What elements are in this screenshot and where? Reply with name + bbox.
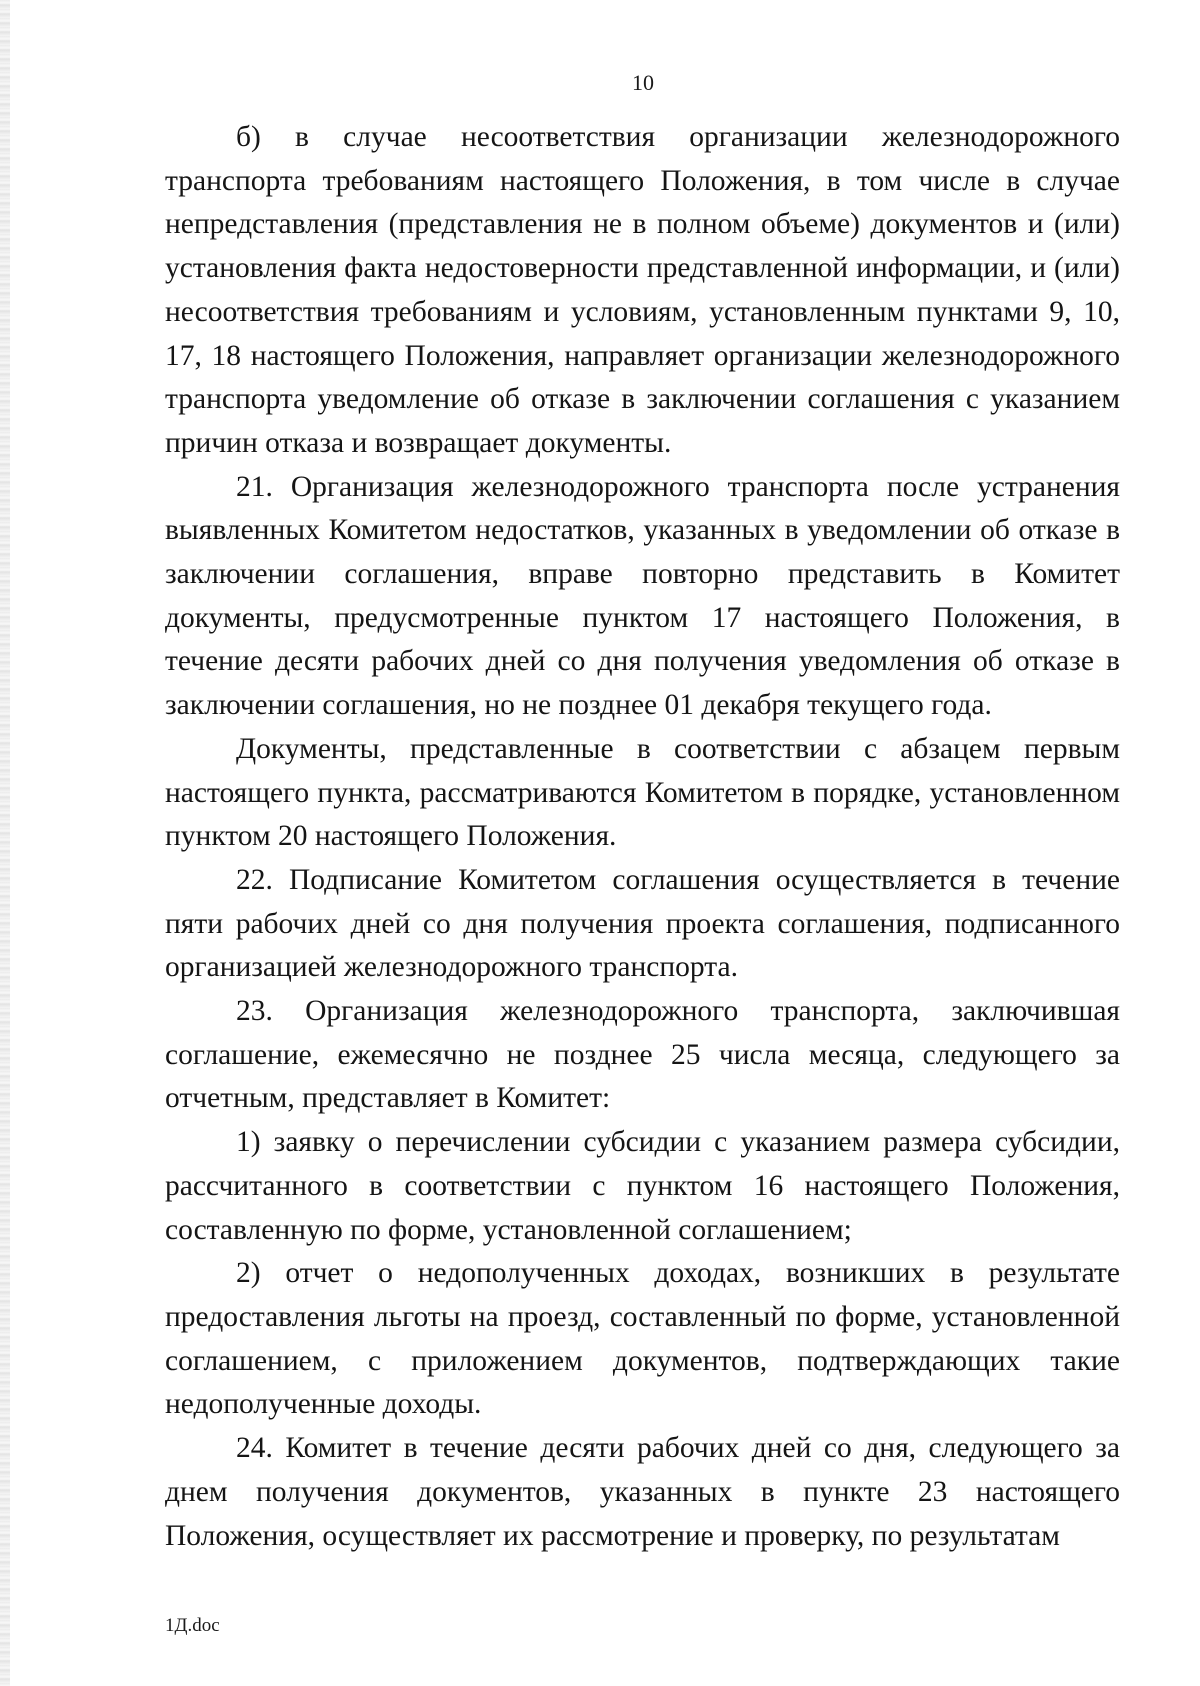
paragraph-item-21: 21. Организация железнодорожного транспорта после устранения выявленных Комитетом недостатков, указанных в уведомлении об отказе в заключении соглашения, вправе повторно представить в Комитет документы, предусмотренные пунктом 17 настоящего Положения, в течение десяти рабочих дней со дня получения уведомления об отказе в заключении соглашения, но не позднее 01 декабря текущего года. bbox=[165, 470, 1120, 722]
scan-edge bbox=[0, 0, 10, 1686]
paragraph-item-21-review: Документы, представленные в соответствии с абзацем первым настоящего пункта, рассматриваются Комитетом в порядке, установленном пунктом 20 настоящего Положения. bbox=[165, 732, 1120, 853]
paragraph-item-23: 23. Организация железнодорожного транспорта, заключившая соглашение, ежемесячно не позднее 25 числа месяца, следующего за отчетным, представляет в Комитет: bbox=[165, 995, 1120, 1115]
paragraph-item-24: 24. Комитет в течение десяти рабочих дней со дня, следующего за днем получения документов, указанных в пункте 23 настоящего Положения, осуществляет их рассмотрение и проверку, по результатам bbox=[165, 1432, 1120, 1552]
paragraph-refusal-notice: б) в случае несоответствия организации железнодорожного транспорта требованиям настоящего Положения, в том числе в случае непредставления (представления не в полном объеме) документов и (или) установления факта недостоверности представленной информации, и (или) несоответствия требованиям и условиям, установленным пунктами 9, 10, 17, 18 настоящего Положения, направляет организации железнодорожного транспорта уведомление об отказе в заключении соглашения с указанием причин отказа и возвращает документы. bbox=[165, 121, 1120, 459]
page-number: 10 bbox=[632, 70, 654, 95]
paragraph-item-23-subitem-2: 2) отчет о недополученных доходах, возникших в результате предоставления льготы на проезд, составленный по форме, установленной соглашением, с приложением документов, подтверждающих такие недополученные доходы. bbox=[165, 1257, 1120, 1421]
document-body bbox=[165, 116, 1120, 1558]
paragraph-item-23-subitem-1: 1) заявку о перечислении субсидии с указанием размера субсидии, рассчитанного в соответствии с пунктом 16 настоящего Положения, составленную по форме, установленной соглашением; bbox=[165, 1126, 1120, 1246]
footer-filename: 1Д.doc bbox=[165, 1615, 220, 1636]
paragraph-item-22: 22. Подписание Комитетом соглашения осуществляется в течение пяти рабочих дней со дня получения проекта соглашения, подписанного организацией железнодорожного транспорта. bbox=[165, 863, 1120, 984]
